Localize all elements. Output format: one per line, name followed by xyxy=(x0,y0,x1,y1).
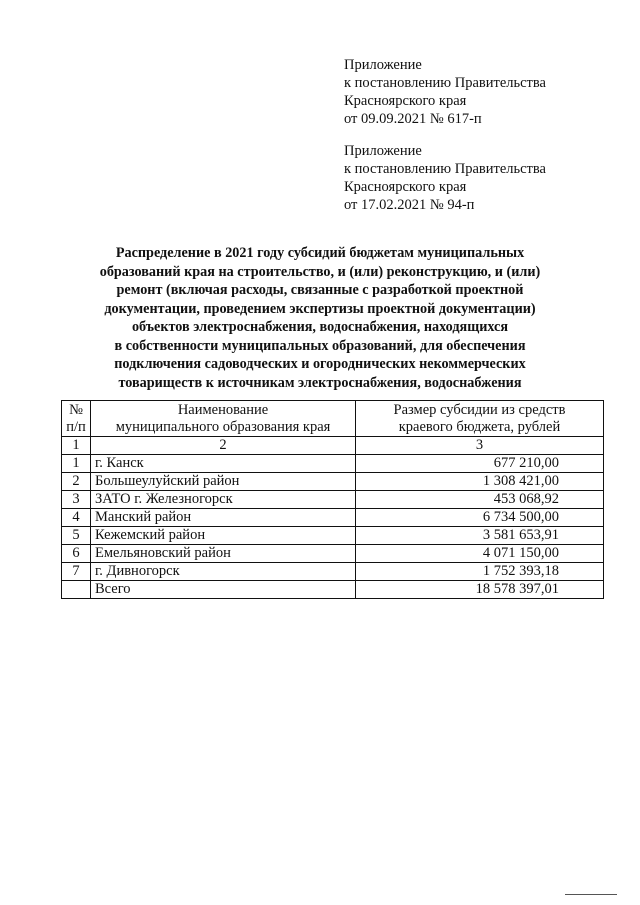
document-title xyxy=(60,244,580,392)
table-header-row xyxy=(62,401,604,437)
header-sum-line: краевого бюджета, рублей xyxy=(398,418,561,435)
appendix-line: к постановлению Правительства xyxy=(344,75,546,91)
total-num xyxy=(62,581,91,599)
table-row xyxy=(62,473,604,491)
title-line: образований края на строительство, и (или) реконструкцию, и (или) xyxy=(99,263,541,280)
header-num xyxy=(62,401,91,437)
appendix-line: от 09.09.2021 № 617-п xyxy=(344,111,482,127)
title-line: объектов электроснабжения, водоснабжения, находящихся xyxy=(131,319,509,335)
title-line: Распределение в 2021 году субсидий бюджетам муниципальных xyxy=(115,245,525,261)
column-index: 2 xyxy=(91,437,356,455)
column-index-row xyxy=(62,437,604,455)
column-index: 1 xyxy=(62,437,91,455)
title-line: документации, проведением экспертизы проектной документации) xyxy=(104,300,536,317)
header-num-line: № xyxy=(69,402,83,418)
row-num: 4 xyxy=(62,509,91,527)
appendix-line: Красноярского края xyxy=(344,93,467,109)
row-num: 3 xyxy=(62,491,91,509)
row-name: г. Канск xyxy=(91,455,356,473)
appendix-line: от 17.02.2021 № 94-п xyxy=(344,197,475,213)
header-name-line: муниципального образования края xyxy=(115,418,331,435)
total-sum: 18 578 397,01 xyxy=(356,581,604,599)
table-total-row xyxy=(62,581,604,599)
appendix-line: к постановлению Правительства xyxy=(344,161,546,177)
footer-divider xyxy=(565,894,617,895)
row-sum: 1 308 421,00 xyxy=(356,473,604,491)
appendix-header-original xyxy=(344,142,546,214)
appendix-line: Красноярского края xyxy=(344,179,467,195)
row-name: Манский район xyxy=(91,509,356,527)
table-row xyxy=(62,563,604,581)
appendix-header-current xyxy=(344,56,546,128)
appendix-line: Приложение xyxy=(344,57,422,73)
title-line: подключения садоводческих и огороднических некоммерческих xyxy=(114,356,526,372)
header-num-line: п/п xyxy=(66,418,86,435)
row-sum: 6 734 500,00 xyxy=(356,509,604,527)
header-sum-line: Размер субсидии из средств xyxy=(393,402,566,418)
column-index: 3 xyxy=(356,437,604,455)
table-row xyxy=(62,455,604,473)
row-name: Большеулуйский район xyxy=(91,473,356,491)
table-row xyxy=(62,527,604,545)
row-name: Кежемский район xyxy=(91,527,356,545)
title-line: в собственности муниципальных образований, для обеспечения xyxy=(114,337,526,354)
subsidy-table xyxy=(61,400,604,599)
header-name-line: Наименование xyxy=(177,402,269,418)
title-line: ремонт (включая расходы, связанные с разработкой проектной xyxy=(116,282,524,298)
table-row xyxy=(62,491,604,509)
row-num: 5 xyxy=(62,527,91,545)
table-row xyxy=(62,509,604,527)
header-name xyxy=(91,401,356,437)
appendix-line: Приложение xyxy=(344,143,422,159)
row-num: 6 xyxy=(62,545,91,563)
row-sum: 1 752 393,18 xyxy=(356,563,604,581)
row-name: г. Дивногорск xyxy=(91,563,356,581)
row-sum: 677 210,00 xyxy=(356,455,604,473)
row-num: 1 xyxy=(62,455,91,473)
title-line: товариществ к источникам электроснабжения, водоснабжения xyxy=(118,374,522,391)
row-name: ЗАТО г. Железногорск xyxy=(91,491,356,509)
total-label: Всего xyxy=(91,581,356,599)
row-sum: 453 068,92 xyxy=(356,491,604,509)
row-num: 2 xyxy=(62,473,91,491)
row-name: Емельяновский район xyxy=(91,545,356,563)
header-sum xyxy=(356,401,604,437)
table-row xyxy=(62,545,604,563)
row-sum: 3 581 653,91 xyxy=(356,527,604,545)
row-sum: 4 071 150,00 xyxy=(356,545,604,563)
row-num: 7 xyxy=(62,563,91,581)
